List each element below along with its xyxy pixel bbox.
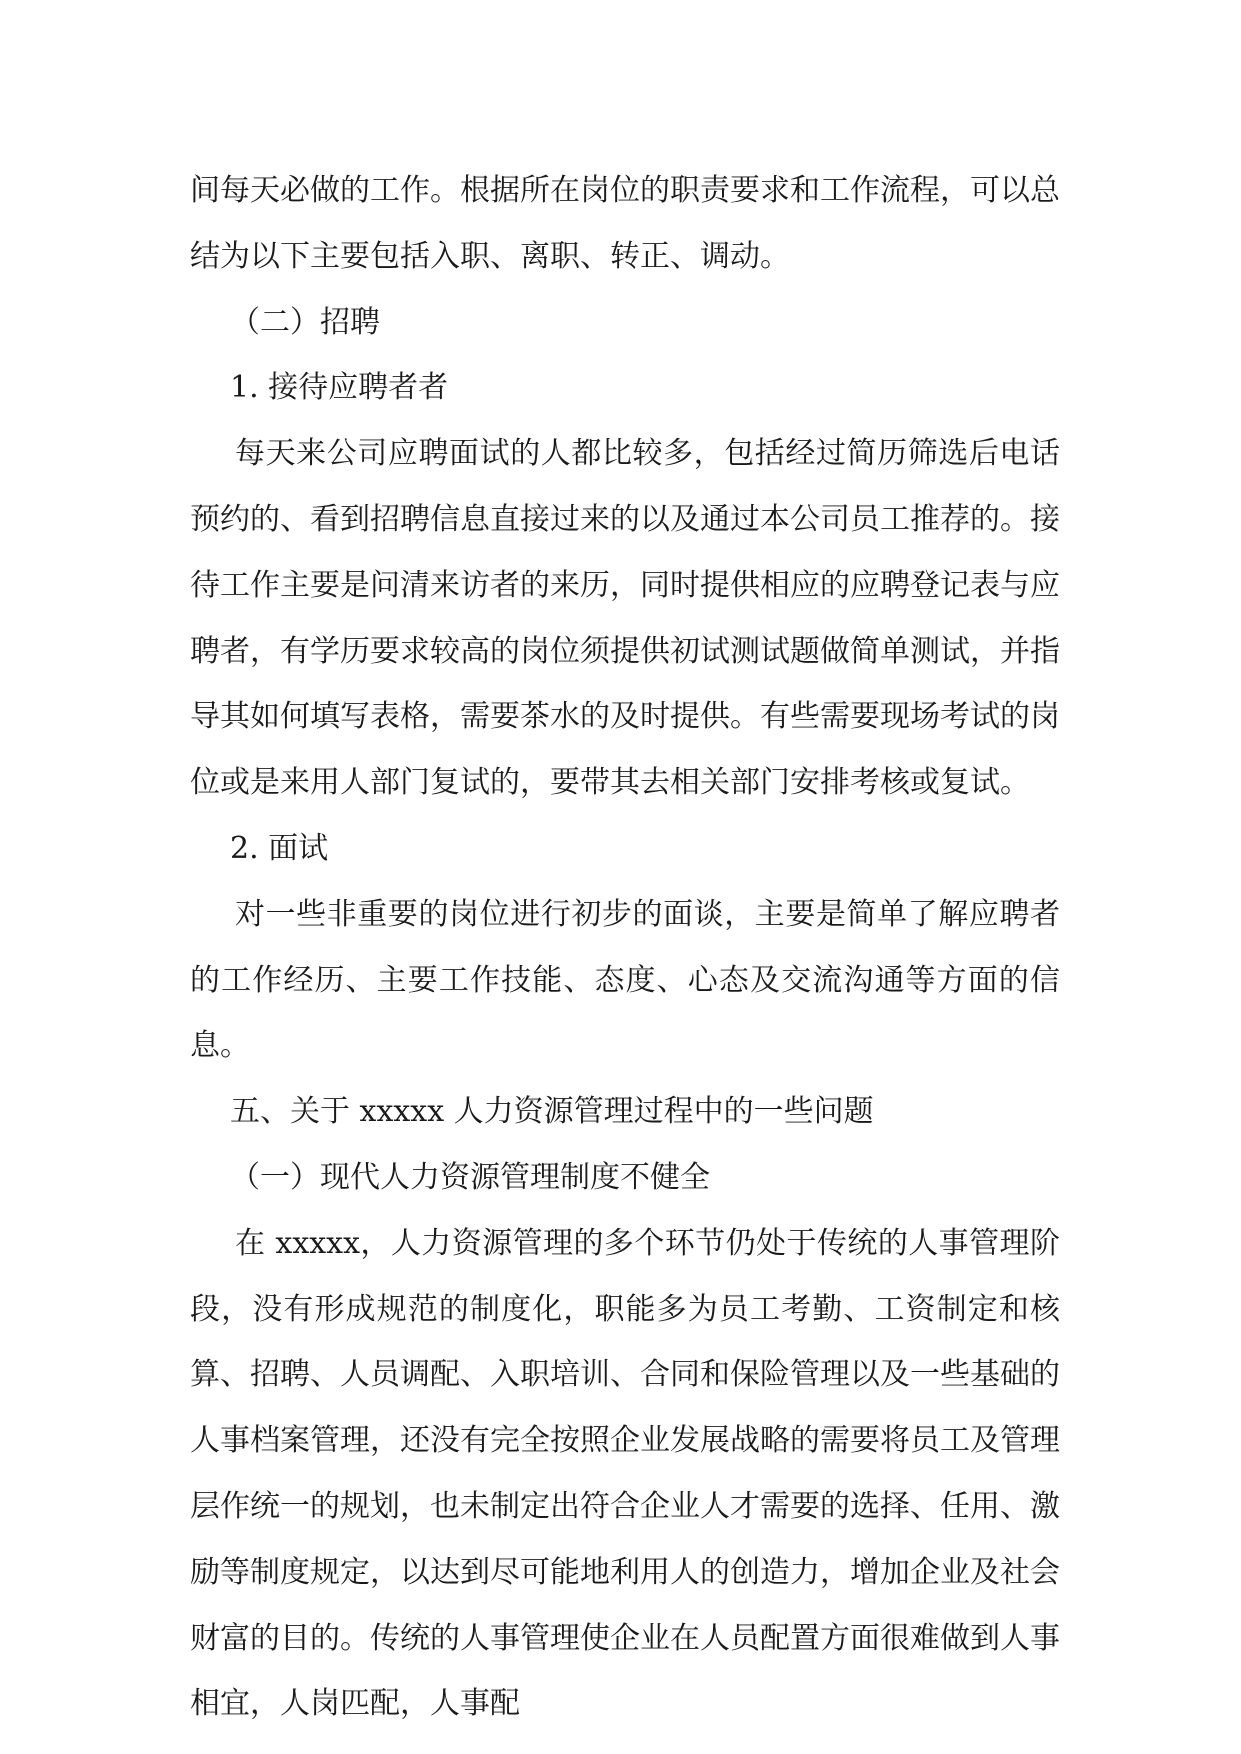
body-paragraph-continued: 间每天必做的工作。根据所在岗位的职责要求和工作流程，可以总结为以下主要包括入职、离职、转正、调动。 (190, 173, 1060, 274)
section-heading-system: （一）现代人力资源管理制度不健全 (230, 1159, 710, 1195)
chapter-heading-problems: 五、关于 xxxxx 人力资源管理过程中的一些问题 (230, 1094, 874, 1130)
document-body (190, 158, 1060, 1737)
body-paragraph-reception: 每天来公司应聘面试的人都比较多，包括经过简历筛选后电话预约的、看到招聘信息直接过来的以及通过本公司员工推荐的。接待工作主要是问清来访者的来历，同时提供相应的应聘登记表与应聘者，有学历要求较高的岗位须提供初试测试题做简单测试，并指导其如何填写表格，需要茶水的及时提供。有些需要现场考试的岗位或是来用人部门复试的，要带其去相关部门安排考核或复试。 (190, 436, 1060, 801)
section-heading-recruitment: （二）招聘 (230, 304, 380, 340)
subheading-reception: 1. 接待应聘者者 (230, 370, 449, 406)
body-paragraph-system: 在 xxxxx，人力资源管理的多个环节仍处于传统的人事管理阶段，没有形成规范的制度化，职能多为员工考勤、工资制定和核算、招聘、人员调配、入职培训、合同和保险管理以及一些基础的人事档案管理，还没有完全按照企业发展战略的需要将员工及管理层作统一的规划，也未制定出符合企业人才需要的选择、任用、激励等制度规定，以达到尽可能地利用人的创造力，增加企业及社会财富的目的。传统的人事管理使企业在人员配置方面很难做到人事相宜，人岗匹配，人事配 (190, 1225, 1060, 1722)
body-paragraph-interview: 对一些非重要的岗位进行初步的面谈，主要是简单了解应聘者的工作经历、主要工作技能、态度、心态及交流沟通等方面的信息。 (190, 896, 1060, 1064)
subheading-interview: 2. 面试 (230, 830, 329, 866)
